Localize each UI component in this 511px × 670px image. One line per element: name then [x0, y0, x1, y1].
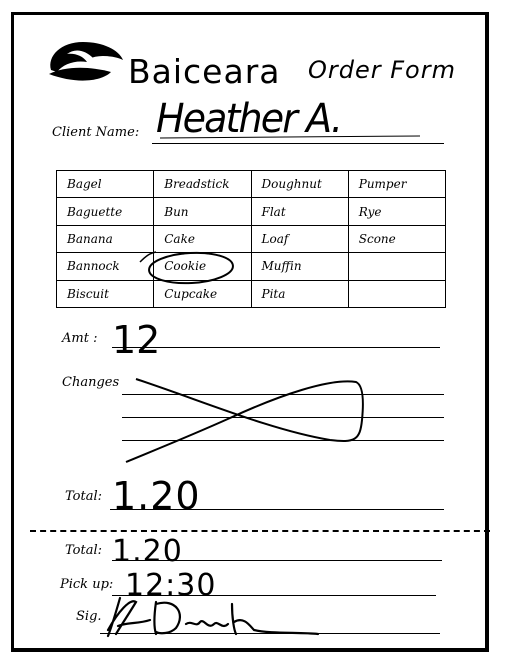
- product-cell[interactable]: Bagel: [57, 171, 154, 198]
- changes-cross-out: [126, 379, 363, 462]
- amount-label: Amt :: [62, 331, 98, 346]
- total-label-top: Total:: [65, 489, 103, 504]
- product-cell[interactable]: Cupcake: [154, 280, 251, 307]
- product-cell[interactable]: Pita: [251, 280, 348, 307]
- product-cell[interactable]: Bannock: [57, 253, 154, 280]
- total-value-top[interactable]: 1.20: [112, 474, 201, 518]
- product-cell[interactable]: Flat: [251, 198, 348, 225]
- form-title: Order Form: [308, 56, 456, 84]
- signature-label: Sig.: [76, 609, 102, 624]
- changes-label: Changes: [62, 375, 120, 390]
- product-cell[interactable]: Banana: [57, 225, 154, 252]
- brand-name: Baiceara: [128, 52, 281, 91]
- product-cell[interactable]: Bun: [154, 198, 251, 225]
- product-cell[interactable]: Cake: [154, 225, 251, 252]
- client-name-value[interactable]: Heather A.: [156, 96, 342, 142]
- product-cell[interactable]: Rye: [348, 198, 445, 225]
- selection-circle: [148, 251, 233, 285]
- pickup-label: Pick up:: [60, 577, 114, 592]
- amount-value[interactable]: 12: [112, 318, 161, 362]
- client-name-label: Client Name:: [52, 125, 140, 140]
- pickup-value[interactable]: 12:30: [125, 568, 217, 603]
- total-label-bottom: Total:: [65, 543, 103, 558]
- product-cell[interactable]: Muffin: [251, 253, 348, 280]
- product-cell[interactable]: Biscuit: [57, 280, 154, 307]
- product-cell[interactable]: Breadstick: [154, 171, 251, 198]
- signature-scribble: [108, 598, 318, 636]
- product-cell[interactable]: Doughnut: [251, 171, 348, 198]
- product-cell-selected[interactable]: Cookie: [154, 253, 251, 280]
- product-cell[interactable]: Pumper: [348, 171, 445, 198]
- product-cell[interactable]: Loaf: [251, 225, 348, 252]
- total-value-bottom[interactable]: 1.20: [112, 534, 183, 569]
- product-cell[interactable]: Scone: [348, 225, 445, 252]
- product-cell[interactable]: Baguette: [57, 198, 154, 225]
